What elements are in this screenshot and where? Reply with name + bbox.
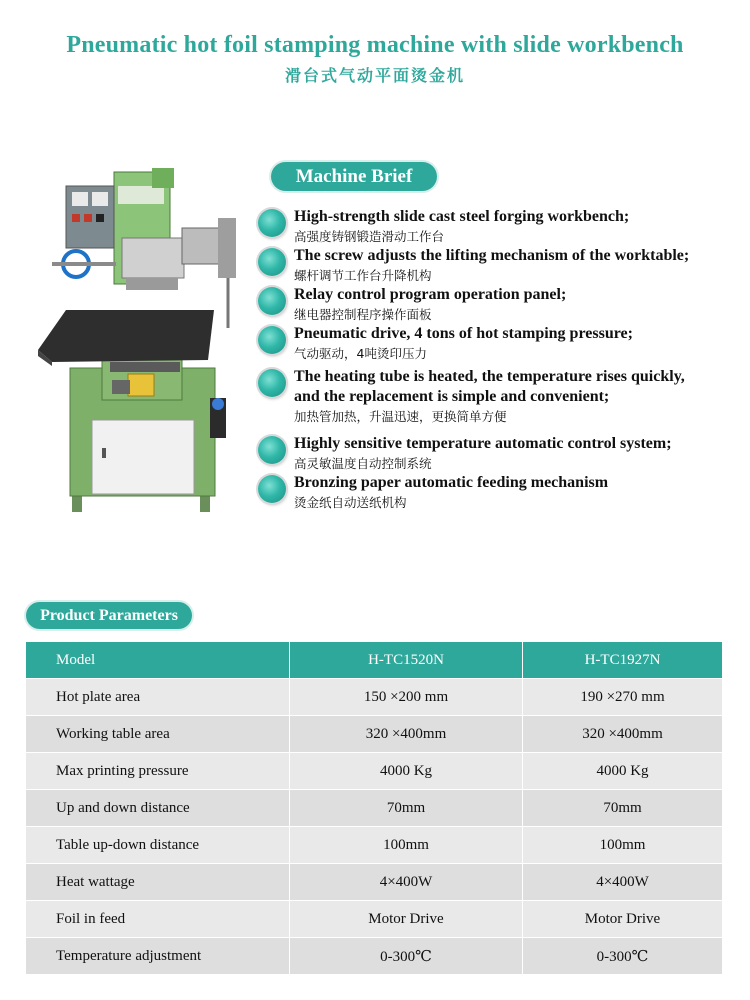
param-value: 0-300℃ [290,938,523,975]
page-subtitle-chinese: 滑台式气动平面烫金机 [284,66,465,85]
column-header: Model [26,642,290,679]
bullet-icon [258,475,286,503]
param-label: Foil in feed [26,901,290,938]
param-value: Motor Drive [523,901,723,938]
bullet-icon [258,248,286,276]
param-label: Max printing pressure [26,753,290,790]
param-label: Up and down distance [26,790,290,827]
table-header-row [26,642,723,679]
bullet-icon [258,436,286,464]
brief-item-cn: 气动驱动，4吨烫印压力 [294,346,427,361]
bullet-icon [258,287,286,315]
brief-item-cn: 烫金纸自动送纸机构 [294,495,407,510]
param-value: 4000 Kg [523,753,723,790]
table-row [26,827,723,864]
machine-photo [32,168,260,528]
table-row [26,864,723,901]
param-value: 0-300℃ [523,938,723,975]
param-value: Motor Drive [290,901,523,938]
table-row [26,716,723,753]
brief-item-en: Pneumatic drive, 4 tons of hot stamping pressure; [294,325,633,342]
param-value: 4×400W [523,864,723,901]
param-value: 320 ×400mm [290,716,523,753]
param-label: Temperature adjustment [26,938,290,975]
brief-item-cn: 高灵敏温度自动控制系统 [294,456,432,471]
param-label: Hot plate area [26,679,290,716]
table-row [26,938,723,975]
product-parameters-heading: Product Parameters [26,602,192,629]
param-value: 100mm [290,827,523,864]
brief-item-en: Relay control program operation panel; [294,286,567,303]
brief-item-en: The heating tube is heated, the temperature rises quickly, [294,368,685,385]
page-title: Pneumatic hot foil stamping machine with slide workbench [66,32,684,58]
bullet-icon [258,369,286,397]
param-label: Working table area [26,716,290,753]
param-value: 320 ×400mm [523,716,723,753]
table-row [26,679,723,716]
param-value: 100mm [523,827,723,864]
machine-brief-heading: Machine Brief [271,162,437,191]
table-row [26,753,723,790]
column-header: H-TC1520N [290,642,523,679]
table-row [26,901,723,938]
param-value: 4000 Kg [290,753,523,790]
brief-item-en: High-strength slide cast steel forging workbench; [294,208,630,225]
table-row [26,790,723,827]
param-value: 150 ×200 mm [290,679,523,716]
brief-item-en-line2: and the replacement is simple and convenient; [294,388,610,405]
brief-item-cn: 继电器控制程序操作面板 [294,307,432,322]
param-value: 70mm [290,790,523,827]
bullet-icon [258,326,286,354]
param-label: Table up-down distance [26,827,290,864]
column-header: H-TC1927N [523,642,723,679]
param-value: 190 ×270 mm [523,679,723,716]
param-value: 4×400W [290,864,523,901]
param-value: 70mm [523,790,723,827]
brief-item-cn: 高强度铸钢锻造滑动工作台 [294,229,445,244]
brief-item-en: Bronzing paper automatic feeding mechanism [294,474,609,491]
brief-item-cn: 加热管加热，升温迅速，更换简单方便 [294,409,507,424]
brief-item-en: Highly sensitive temperature automatic control system; [294,435,672,452]
param-label: Heat wattage [26,864,290,901]
bullet-icon [258,209,286,237]
parameters-table [26,642,723,975]
brief-item-cn: 螺杆调节工作台升降机构 [294,268,432,283]
brief-item-en: The screw adjusts the lifting mechanism of the worktable; [294,247,690,264]
